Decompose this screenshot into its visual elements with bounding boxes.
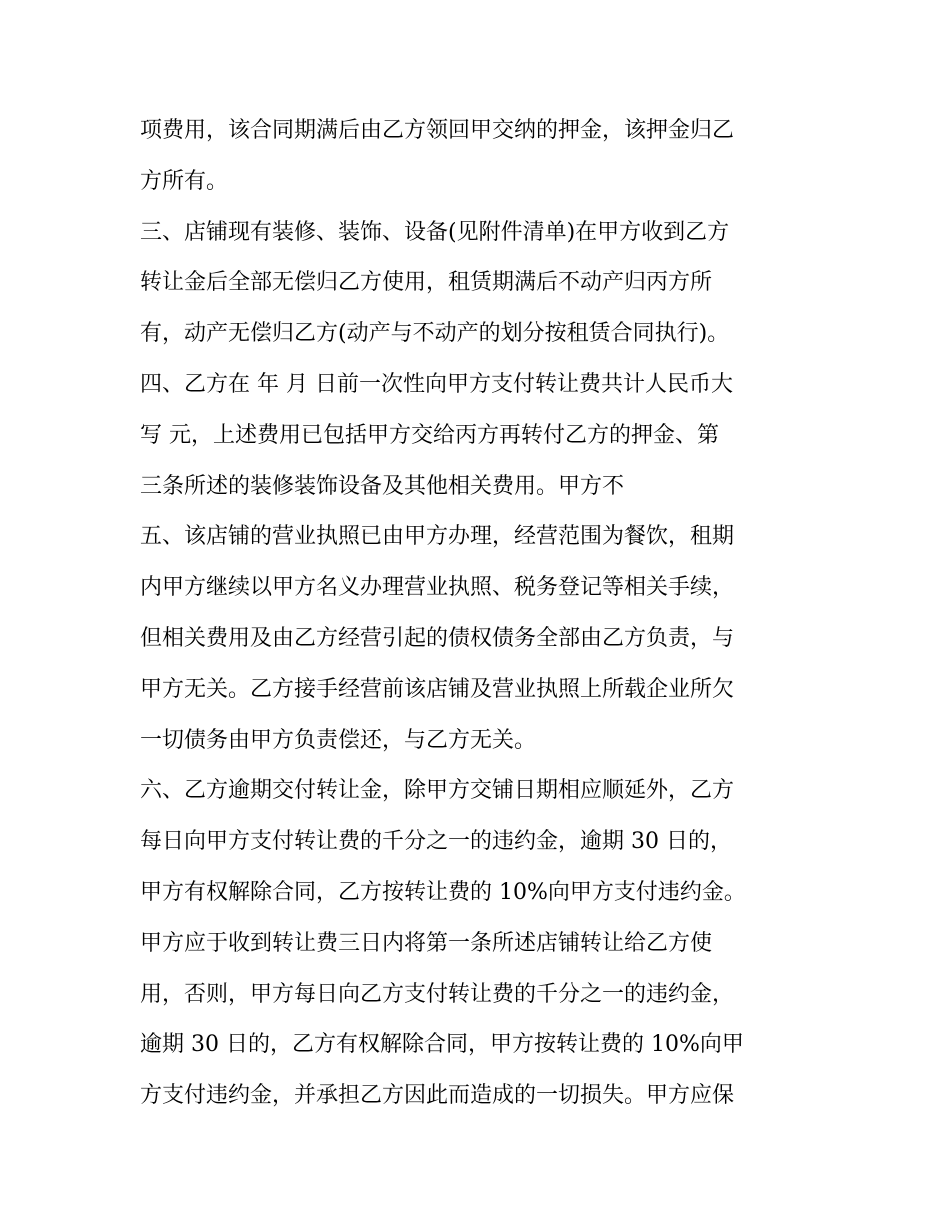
text-line: 但相关费用及由乙方经营引起的债权债务全部由乙方负责，与	[140, 625, 735, 651]
text-line: 甲方无关。乙方接手经营前该店铺及营业执照上所载企业所欠	[140, 676, 735, 702]
text-line: 方所有。	[140, 168, 229, 194]
text-line: 有，动产无偿归乙方(动产与不动产的划分按租赁合同执行)。	[140, 321, 730, 347]
contract-text	[140, 106, 820, 1122]
text-line: 用，否则，甲方每日向乙方支付转让费的千分之一的违约金，	[140, 981, 735, 1007]
text-line: 每日向甲方支付转让费的千分之一的违约金，逾期 30 日的，	[140, 829, 732, 855]
text-line: 写 元，上述费用已包括甲方交给丙方再转付乙方的押金、第	[140, 422, 719, 448]
text-line: 逾期 30 日的，乙方有权解除合同，甲方按转让费的 10%向甲	[140, 1032, 744, 1058]
text-line: 内甲方继续以甲方名义办理营业执照、税务登记等相关手续，	[140, 575, 735, 601]
text-line: 方支付违约金，并承担乙方因此而造成的一切损失。甲方应保	[140, 1083, 735, 1109]
text-line: 甲方有权解除合同，乙方按转让费的 10%向甲方支付违约金。	[140, 879, 746, 905]
text-line: 转让金后全部无偿归乙方使用，租赁期满后不动产归丙方所	[140, 270, 713, 296]
text-line: 六、乙方逾期交付转让金，除甲方交铺日期相应顺延外，乙方	[140, 778, 735, 804]
text-line: 项费用，该合同期满后由乙方领回甲交纳的押金，该押金归乙	[140, 118, 735, 143]
text-line: 三条所述的装修装饰设备及其他相关费用。甲方不	[140, 473, 625, 499]
text-line: 五、该店铺的营业执照已由甲方办理，经营范围为餐饮，租期	[140, 524, 735, 550]
text-line: 一切债务由甲方负责偿还，与乙方无关。	[140, 727, 537, 753]
text-line: 甲方应于收到转让费三日内将第一条所述店铺转让给乙方使	[140, 930, 713, 956]
text-line: 三、店铺现有装修、装饰、设备(见附件清单)在甲方收到乙方	[140, 219, 730, 245]
text-line: 四、乙方在 年 月 日前一次性向甲方支付转让费共计人民币大	[140, 371, 733, 397]
